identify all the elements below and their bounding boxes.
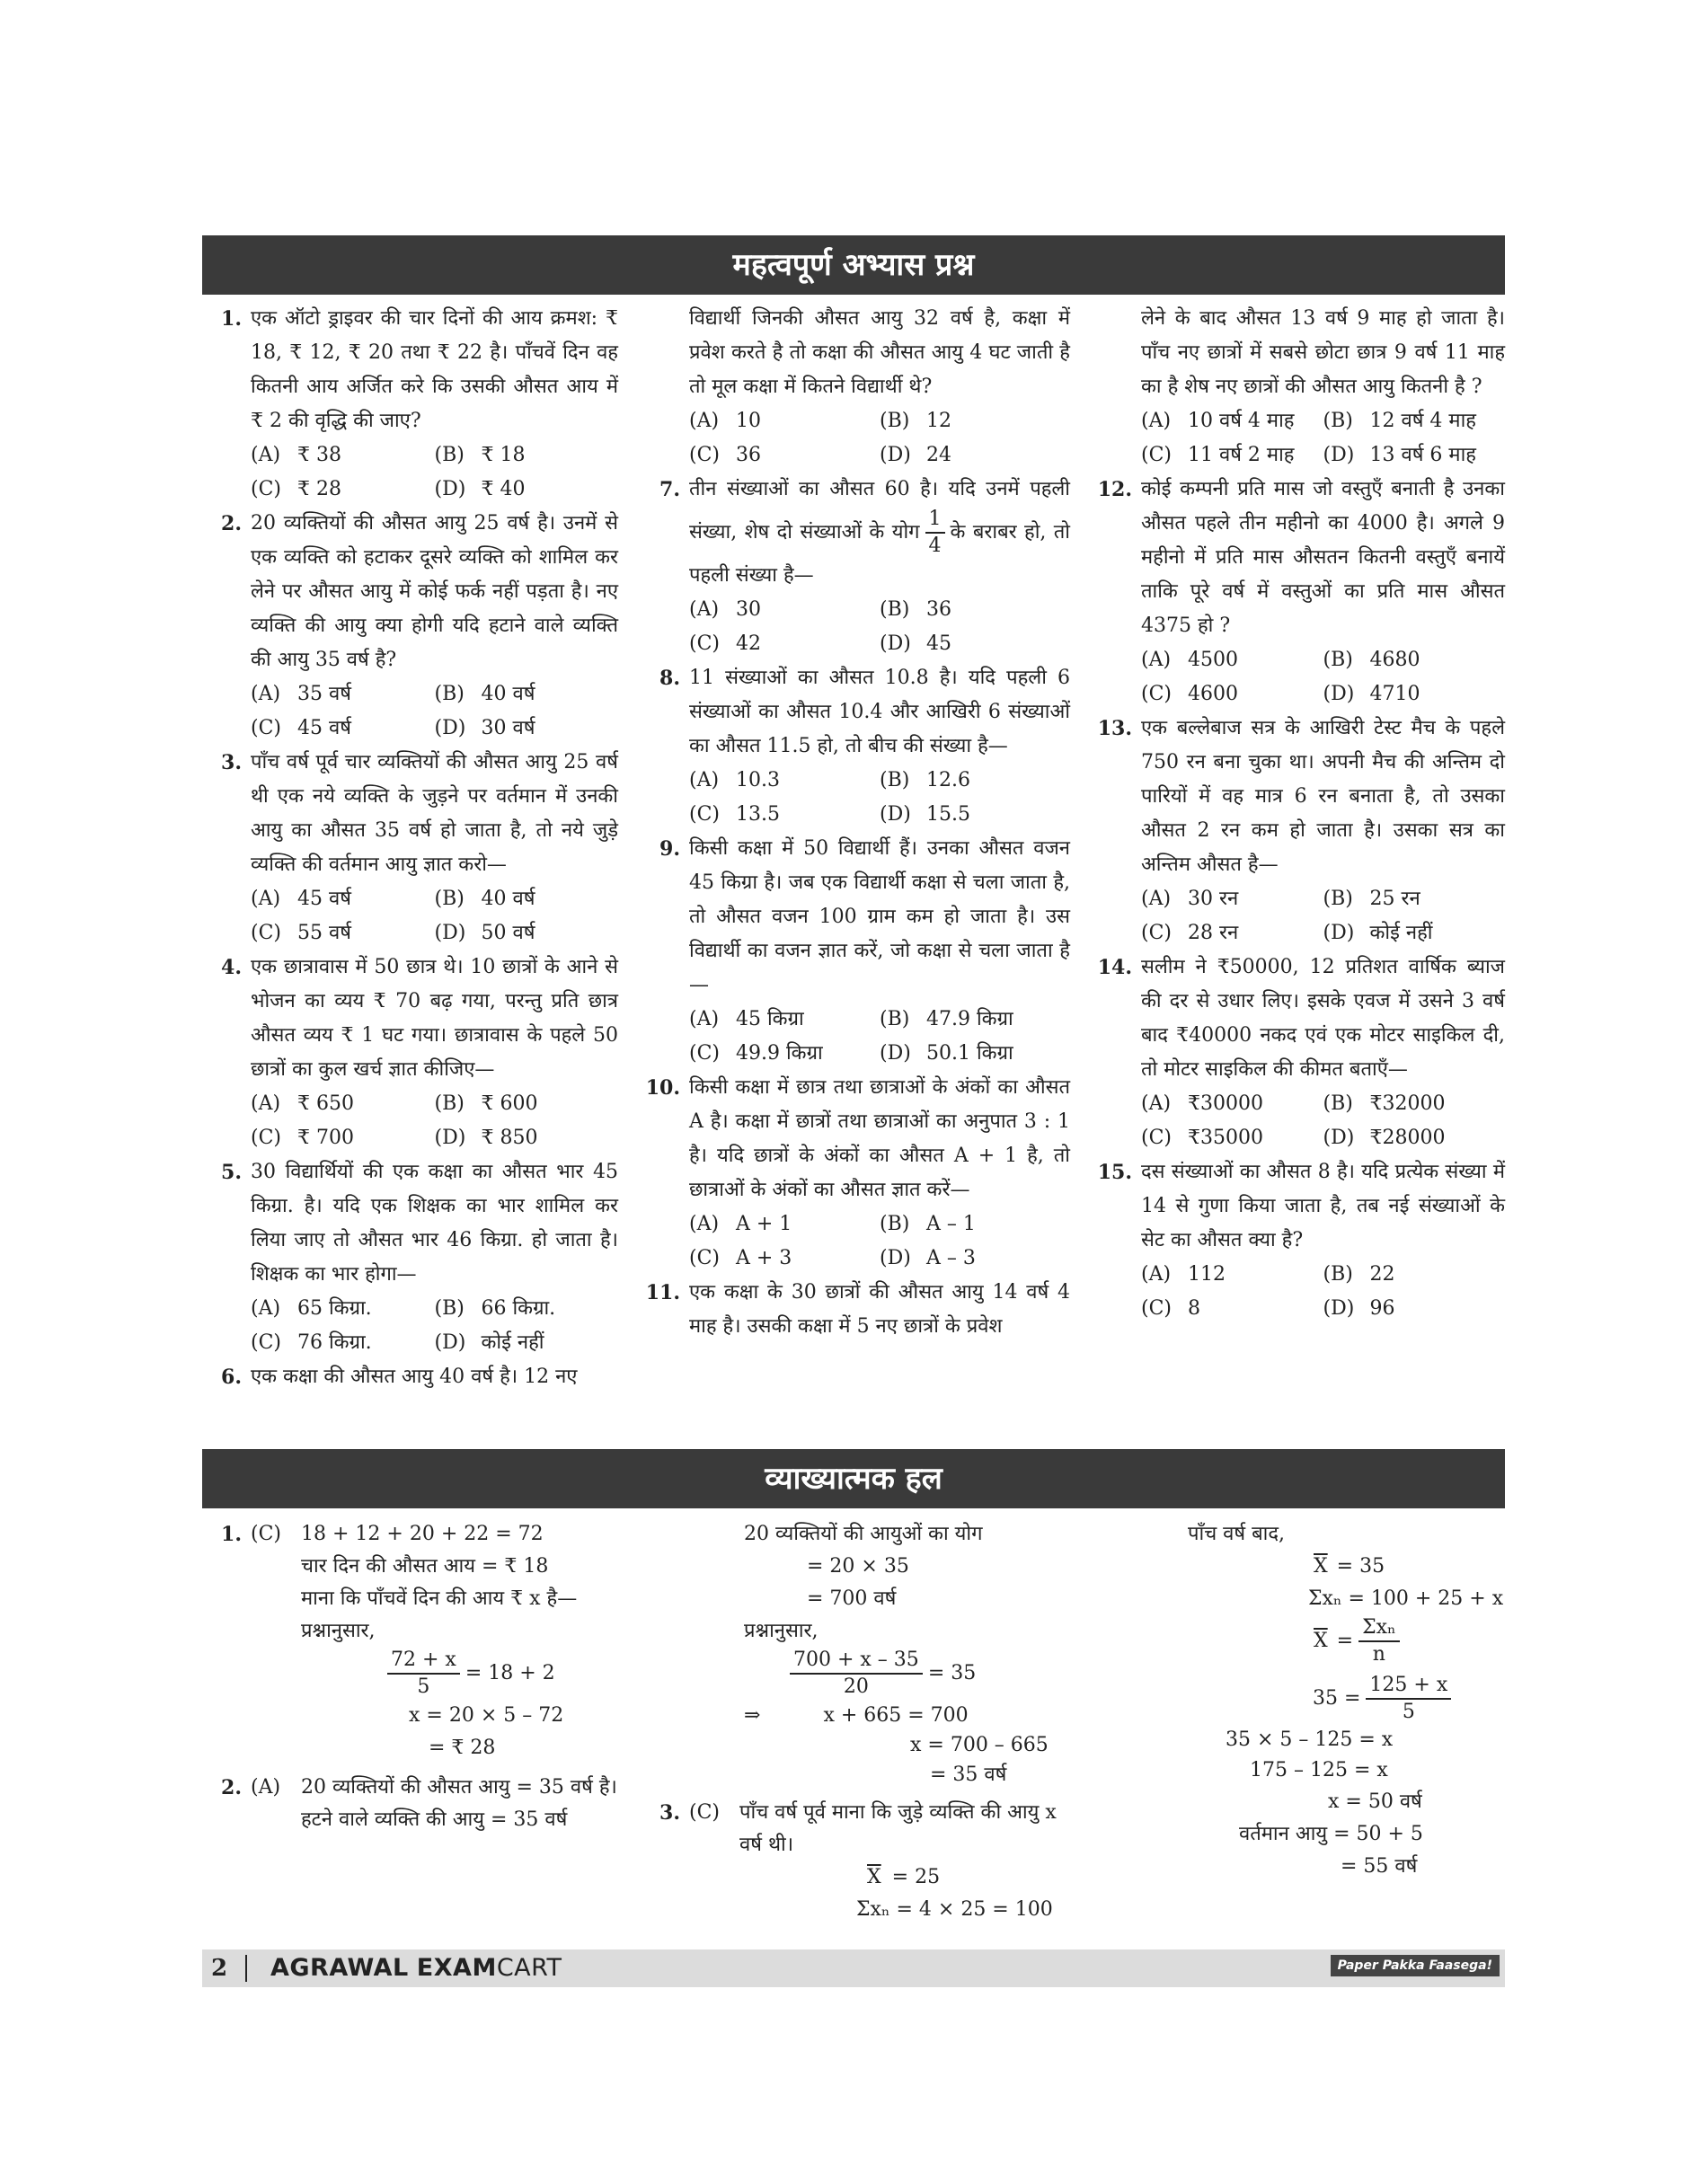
question-10: 10. किसी कक्षा में छात्र तथा छात्राओं के अंकों का औसत A है। कक्षा में छात्रों तथा छात्राओं का अनुपात 3 : 1 है। यदि छात्रों के अंकों का औसत A + 1 है, तो छात्राओं के अंकों का औसत ज्ञात करें— [645, 1076, 1070, 1201]
fraction-solution-2: $\frac{700 + x - 35}{20}$ [790, 1648, 923, 1700]
question-7: 7. तीन संख्याओं का औसत 60 है। यदि उनमें पहली संख्या, शेष दो संख्याओं के योग $\frac{1}{4}$ के बराबर हो, तो पहली संख्या है— [659, 478, 1070, 587]
solution-2: 2. (A) 20 व्यक्तियों की औसत आयु = 35 वर्ष है। [221, 1776, 617, 1799]
fraction-72-plus-x-over-5: $\frac{72 + x}{5}$ [387, 1648, 460, 1700]
question-12: 12. कोई कम्पनी प्रति मास जो वस्तुएँ बनाती है उनका औसत पहले तीन महीनो का 4000 है। अगले 9 महीनो में प्रति मास औसतन कितनी वस्तुएँ बनायें ताकि पूरे वर्ष में वस्तुओं का प्रति मास औसत 4375 हो ? [1097, 478, 1505, 637]
question-13-options: (A) 30 रन (B) 25 रन (C) 28 रन (D) कोई नहीं [1141, 888, 1433, 944]
question-4: 4. एक छात्रावास में 50 छात्र थे। 10 छात्रों के आने से भोजन का व्यय ₹ 70 बढ़ गया, परन्तु प्रति छात्र औसत व्यय ₹ 1 घट गया। छात्रावास के पहले 50 छात्रों का कुल खर्च ज्ञात कीजिए— [221, 956, 618, 1081]
question-1-options: (A) ₹ 38 (B) ₹ 18 (C) ₹ 28 (D) ₹ 40 [251, 444, 526, 500]
question-6-cont: विद्यार्थी जिनकी औसत आयु 32 वर्ष है, कक्षा में प्रवेश करते है तो कक्षा की औसत आयु 4 घट जाती है तो मूल कक्षा में कितने विद्यार्थी थे? [689, 307, 1070, 398]
question-6: 6. एक कक्षा की औसत आयु 40 वर्ष है। 12 नए [221, 1366, 578, 1389]
page-footer [202, 1949, 1505, 1987]
question-5-options: (A) 65 किग्रा. (B) 66 किग्रा. (C) 76 किग्रा. (D) कोई नहीं [251, 1297, 556, 1354]
solutions-column-2: 20 व्यक्तियों की आयुओं का योग = 20 × 35 = 700 वर्ष प्रश्नानुसार, $\frac{700 + x - 35}{20}$ = 35 ⇒ x + 665 = 700 x = 700 – 665 = 35 वर्ष 3. (C) पाँच वर्ष पूर्व माना कि जुड़े व्यक्ति की आयु x वर्ष थी। $\overline{X} = 25$ Σxₙ = 4 × 25 = 100 [641, 1518, 1070, 1926]
page-number: 2 [211, 1955, 228, 1982]
question-11-cont: लेने के बाद औसत 13 वर्ष 9 माह हो जाता है। पाँच नए छात्रों में सबसे छोटा छात्र 9 वर्ष 11 माह का है शेष नए छात्रों की औसत आयु कितनी है ? [1141, 307, 1505, 398]
solutions-column-1: 1. (C) 18 + 12 + 20 + 22 = 72 चार दिन की औसत आय = ₹ 18 माना कि पाँचवें दिन की आय ₹ x है— प्रश्नानुसार, $\frac{72 + x}{5}$ = 18 + 2 x = 20 × 5 – 72 = ₹ 28 2. (A) 20 व्यक्तियों की औसत आयु = 35 वर्ष है। हटने वाले व्यक्ति की आयु = 35 वर्ष [202, 1518, 618, 1836]
fraction-one-fourth: $\frac{1}{4}$ [925, 507, 945, 559]
question-3: 3. पाँच वर्ष पूर्व चार व्यक्तियों की औसत आयु 25 वर्ष थी एक नये व्यक्ति के जुड़ने पर वर्तमान में उनकी आयु का औसत 35 वर्ष हो जाता है, तो नये जुड़े व्यक्ति की वर्तमान आयु ज्ञात करो— [221, 751, 618, 876]
brand-logo: AGRAWAL EXAMCART [270, 1954, 562, 1982]
explanatory-solutions-header: व्याख्यात्मक हल [202, 1449, 1505, 1508]
question-5: 5. 30 विद्यार्थियों की एक कक्षा का औसत भार 45 किग्रा. है। यदि एक शिक्षक का भार शामिल कर लिया जाए तो औसत भार 46 किग्रा. हो जाता है। शिक्षक का भार होगा— [221, 1161, 618, 1286]
implies-arrow: ⇒ [744, 1704, 761, 1727]
question-12-options: (A) 4500 (B) 4680 (C) 4600 (D) 4710 [1141, 649, 1420, 705]
question-4-options: (A) ₹ 650 (B) ₹ 600 (C) ₹ 700 (D) ₹ 850 [251, 1092, 538, 1149]
questions-column-2 [641, 302, 1070, 1344]
question-2-options: (A) 35 वर्ष (B) 40 वर्ष (C) 45 वर्ष (D) 30 वर्ष [251, 683, 535, 739]
questions-column-1 [202, 302, 618, 1394]
question-11-options: (A) 10 वर्ष 4 माह (B) 12 वर्ष 4 माह (C) 11 वर्ष 2 माह (D) 13 वर्ष 6 माह [1141, 410, 1476, 466]
question-13: 13. एक बल्लेबाज सत्र के आखिरी टेस्ट मैच के पहले 750 रन बना चुका था। अपनी मैच की अन्तिम दो पारियों में वह मात्र 6 रन बनाता है, तो उसका औसत 2 रन कम हो जाता है। उसका सत्र का अन्तिम औसत है— [1097, 717, 1505, 876]
question-14: 14. सलीम ने ₹50000, 12 प्रतिशत वार्षिक ब्याज की दर से उधार लिए। इसके एवज में उसने 3 वर्ष बाद ₹40000 नकद एवं एक मोटर साइकिल दी, तो मोटर साइकिल की कीमत बताएँ— [1097, 956, 1505, 1081]
solutions-column-3: पाँच वर्ष बाद, $\overline{X} = 35$ Σxₙ = 100 + 25 + x $\overline{X}$ = $\frac{\text{Σxₙ}}{n}$ 35 = $\frac{125 + x}{5}$ 35 × 5 – 125 = x 175 – 125 = x x = 50 वर्ष वर्तमान आयु = 50 + 5 = 55 वर्ष [1188, 1523, 1504, 1878]
question-8-options: (A) 10.3 (B) 12.6 (C) 13.5 (D) 15.5 [689, 769, 970, 826]
question-15-options: (A) 112 (B) 22 (C) 8 (D) 96 [1141, 1263, 1395, 1320]
solution-3: 3. (C) पाँच वर्ष पूर्व माना कि जुड़े व्यक्ति की आयु x वर्ष थी। [659, 1801, 1057, 1856]
fraction-sum-over-n: $\frac{\text{Σxₙ}}{n}$ [1358, 1615, 1399, 1667]
question-8: 8. 11 संख्याओं का औसत 10.8 है। यदि पहली 6 संख्याओं का औसत 10.4 और आखिरी 6 संख्याओं का औसत 11.5 हो, तो बीच की संख्या है— [659, 667, 1070, 757]
question-9-options: (A) 45 किग्रा (B) 47.9 किग्रा (C) 49.9 किग्रा (D) 50.1 किग्रा [689, 1008, 1013, 1065]
question-15: 15. दस संख्याओं का औसत 8 है। यदि प्रत्येक संख्या में 14 से गुणा किया जाता है, तब नई संख्याओं के सेट का औसत क्या है? [1097, 1161, 1505, 1251]
question-10-options: (A) A + 1 (B) A – 1 (C) A + 3 (D) A – 3 [689, 1213, 976, 1269]
question-3-options: (A) 45 वर्ष (B) 40 वर्ष (C) 55 वर्ष (D) 50 वर्ष [251, 888, 535, 944]
question-9: 9. किसी कक्षा में 50 विद्यार्थी हैं। उनका औसत वजन 45 किग्रा है। जब एक विद्यार्थी कक्षा से चला जाता है, तो औसत वजन 100 ग्राम कम हो जाता है। उस विद्यार्थी का वजन ज्ञात करें, जो कक्षा से चला जाता है— [659, 837, 1070, 996]
tagline-badge: Paper Pakka Faasega! [1331, 1955, 1500, 1976]
question-14-options: (A) ₹30000 (B) ₹32000 (C) ₹35000 (D) ₹28000 [1141, 1092, 1446, 1149]
fraction-125-plus-x-over-5: $\frac{125 + x}{5}$ [1366, 1673, 1451, 1725]
question-7-options: (A) 30 (B) 36 (C) 42 (D) 45 [689, 598, 951, 655]
question-11: 11. एक कक्षा के 30 छात्रों की औसत आयु 14 वर्ष 4 माह है। उसकी कक्षा में 5 नए छात्रों के प्रवेश [645, 1281, 1070, 1338]
question-2: 2. 20 व्यक्तियों की औसत आयु 25 वर्ष है। उनमें से एक व्यक्ति को हटाकर दूसरे व्यक्ति को शामिल कर लेने पर औसत आयु में कोई फर्क नहीं पड़ता है। नए व्यक्ति की आयु क्या होगी यदि हटाने वाले व्यक्ति की आयु 35 वर्ष है? [221, 512, 618, 671]
practice-questions-header: महत्वपूर्ण अभ्यास प्रश्न [202, 235, 1505, 295]
question-6-options: (A) 10 (B) 12 (C) 36 (D) 24 [689, 410, 951, 466]
question-1: 1. एक ऑटो ड्राइवर की चार दिनों की आय क्रमश: ₹ 18, ₹ 12, ₹ 20 तथा ₹ 22 है। पाँचवें दिन वह कितनी आय अर्जित करे कि उसकी औसत आय में ₹ 2 की वृद्धि की जाए? [221, 307, 618, 432]
questions-column-3 [1093, 302, 1505, 1326]
solution-1: 1. (C) 18 + 12 + 20 + 22 = 72 [221, 1523, 544, 1546]
footer-divider [245, 1955, 247, 1982]
